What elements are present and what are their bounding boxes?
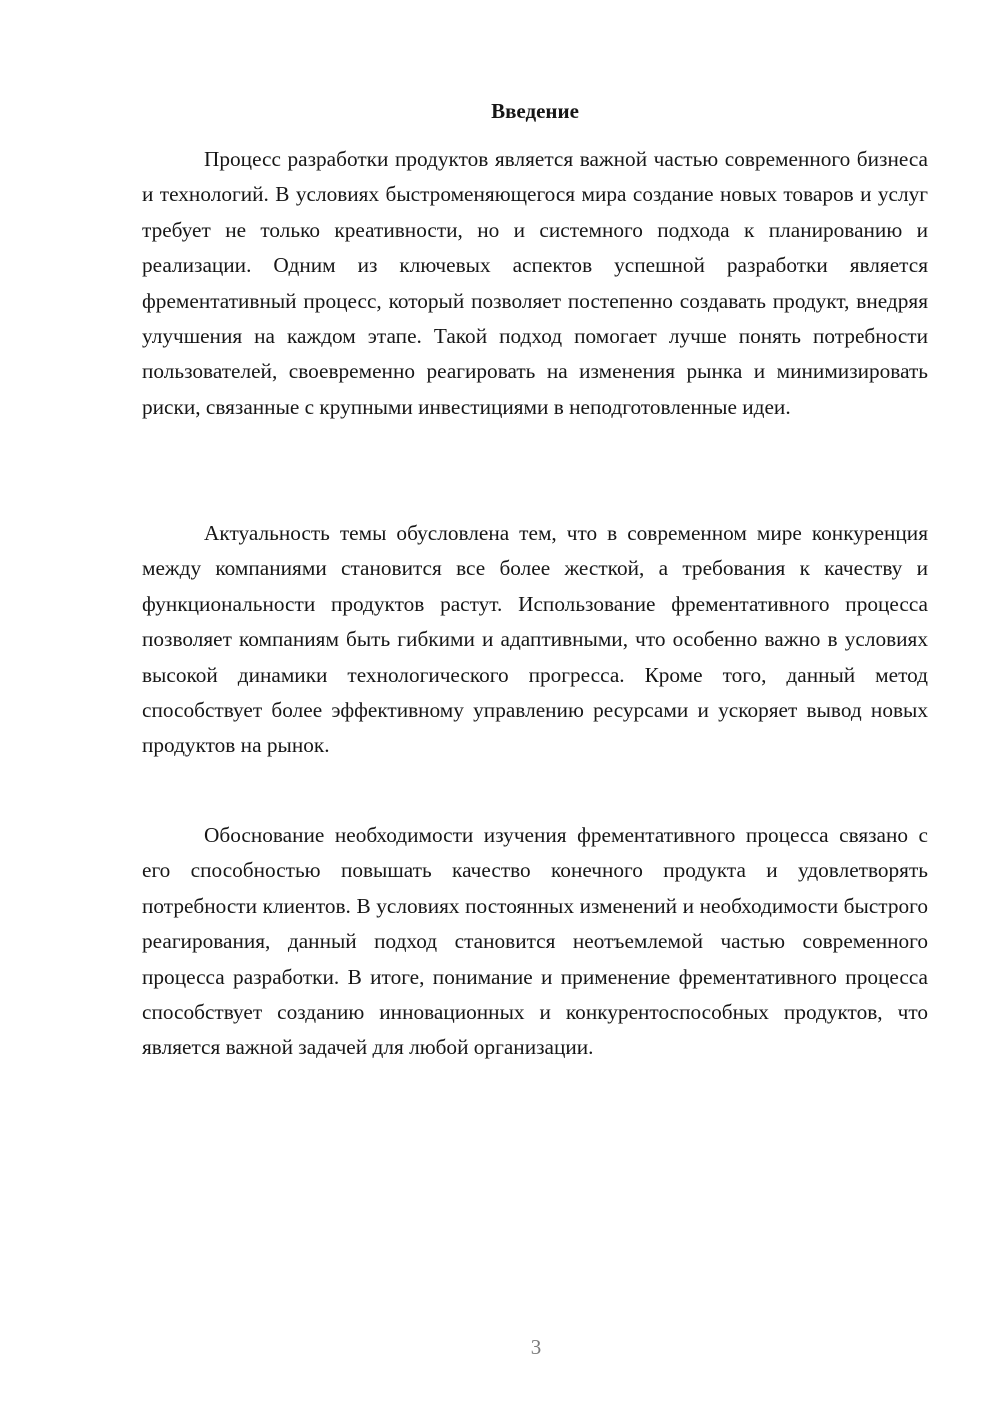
paragraph-relevance: Актуальность темы обусловлена тем, что в современном мире конкуренция между компаниями становится все более жесткой, а требования к качеству и функциональности продуктов растут. Использование фрементативного процесса позволяет компаниям быть гибкими и адаптивными, что особенно важно в условиях высокой динамики технологического прогресса. Кроме того, данный метод способствует более эффективному управлению ресурсами и ускоряет вывод новых продуктов на рынок. <box>142 521 928 758</box>
section-title: Введение <box>491 99 579 123</box>
page-number: 3 <box>530 1335 542 1359</box>
paragraph-intro: Процесс разработки продуктов является важной частью современного бизнеса и технологий. В условиях быстроменяющегося мира создание новых товаров и услуг требует не только креативности, но и системного подхода к планированию и реализации. Одним из ключевых аспектов успешной разработки является фрементативный процесс, который позволяет постепенно создавать продукт, внедряя улучшения на каждом этапе. Такой подход помогает лучше понять потребности пользователей, своевременно реагировать на изменения рынка и минимизировать риски, связанные с крупными инвестициями в неподготовленные идеи. <box>142 147 928 419</box>
paragraph-justification: Обоснование необходимости изучения фрементативного процесса связано с его способностью повышать качество конечного продукта и удовлетворять потребности клиентов. В условиях постоянных изменений и необходимости быстрого реагирования, данный подход становится неотъемлемой частью современного процесса разработки. В итоге, понимание и применение фрементативного процесса способствует созданию инновационных и конкурентоспособных продуктов, что является важной задачей для любой организации. <box>142 823 928 1060</box>
